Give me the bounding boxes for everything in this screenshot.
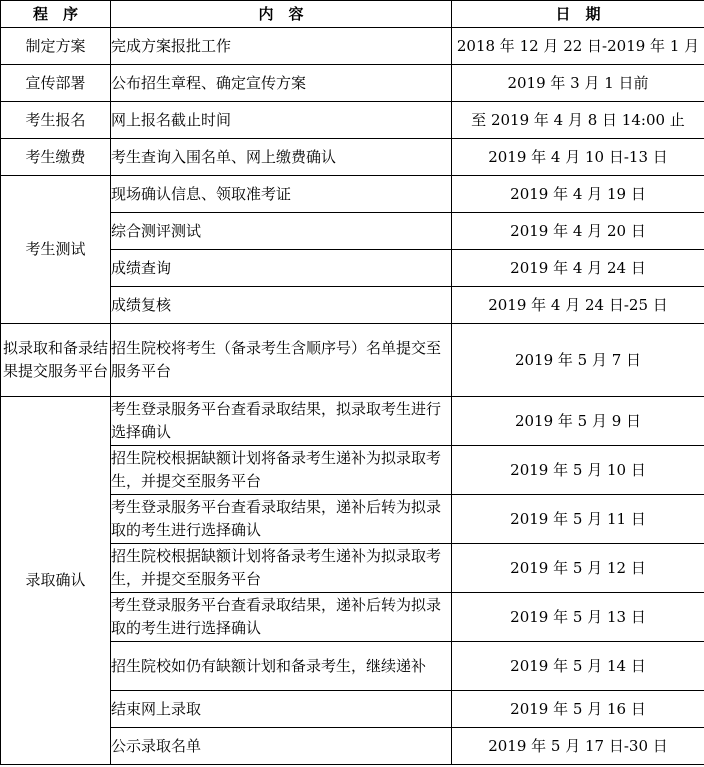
date-cell: 2019 年 5 月 14 日 xyxy=(452,642,704,691)
header-content: 内 容 xyxy=(111,1,452,28)
procedure-cell-submit: 拟录取和备录结果提交服务平台 xyxy=(1,324,111,397)
content-cell: 考生登录服务平台查看录取结果，递补后转为拟录取的考生进行选择确认 xyxy=(111,593,452,642)
header-date: 日 期 xyxy=(452,1,704,28)
content-cell: 考生登录服务平台查看录取结果，递补后转为拟录取的考生进行选择确认 xyxy=(111,495,452,544)
content-cell: 结束网上录取 xyxy=(111,691,452,728)
table-row xyxy=(1,102,704,139)
content-cell: 招生院校将考生（备录考生含顺序号）名单提交至服务平台 xyxy=(111,324,452,397)
content-cell: 网上报名截止时间 xyxy=(111,102,452,139)
date-cell: 2019 年 5 月 10 日 xyxy=(452,446,704,495)
date-cell: 2019 年 4 月 20 日 xyxy=(452,213,704,250)
content-cell: 现场确认信息、领取准考证 xyxy=(111,176,452,213)
procedure-cell: 考生报名 xyxy=(1,102,111,139)
date-cell: 2019 年 4 月 19 日 xyxy=(452,176,704,213)
content-cell: 成绩复核 xyxy=(111,287,452,324)
date-cell: 2019 年 3 月 1 日前 xyxy=(452,65,704,102)
procedure-cell: 制定方案 xyxy=(1,28,111,65)
content-cell: 考生登录服务平台查看录取结果，拟录取考生进行选择确认 xyxy=(111,397,452,446)
procedure-cell-confirm: 录取确认 xyxy=(1,397,111,765)
table-row xyxy=(1,65,704,102)
content-cell: 考生查询入围名单、网上缴费确认 xyxy=(111,139,452,176)
content-cell: 招生院校如仍有缺额计划和备录考生，继续递补 xyxy=(111,642,452,691)
date-cell: 2019 年 5 月 12 日 xyxy=(452,544,704,593)
content-cell: 招生院校根据缺额计划将备录考生递补为拟录取考生，并提交至服务平台 xyxy=(111,446,452,495)
table-row xyxy=(1,28,704,65)
content-cell: 公示录取名单 xyxy=(111,728,452,765)
content-cell: 综合测评测试 xyxy=(111,213,452,250)
date-cell: 2019 年 5 月 13 日 xyxy=(452,593,704,642)
date-cell: 至 2019 年 4 月 8 日 14:00 止 xyxy=(452,102,704,139)
procedure-cell: 考生缴费 xyxy=(1,139,111,176)
date-cell: 2019 年 4 月 24 日-25 日 xyxy=(452,287,704,324)
date-cell: 2019 年 5 月 17 日-30 日 xyxy=(452,728,704,765)
content-cell: 公布招生章程、确定宣传方案 xyxy=(111,65,452,102)
table-row xyxy=(1,139,704,176)
date-cell: 2019 年 5 月 9 日 xyxy=(452,397,704,446)
procedure-cell: 宣传部署 xyxy=(1,65,111,102)
date-cell: 2019 年 5 月 16 日 xyxy=(452,691,704,728)
table-row xyxy=(1,176,704,213)
header-procedure: 程 序 xyxy=(1,1,111,28)
content-cell: 完成方案报批工作 xyxy=(111,28,452,65)
procedure-cell-test: 考生测试 xyxy=(1,176,111,324)
table-row xyxy=(1,324,704,397)
table-row xyxy=(1,397,704,446)
content-cell: 成绩查询 xyxy=(111,250,452,287)
date-cell: 2019 年 4 月 10 日-13 日 xyxy=(452,139,704,176)
date-cell: 2019 年 4 月 24 日 xyxy=(452,250,704,287)
date-cell: 2019 年 5 月 11 日 xyxy=(452,495,704,544)
date-cell: 2018 年 12 月 22 日-2019 年 1 月 xyxy=(452,28,704,65)
header-row xyxy=(1,1,704,28)
content-cell: 招生院校根据缺额计划将备录考生递补为拟录取考生，并提交至服务平台 xyxy=(111,544,452,593)
date-cell: 2019 年 5 月 7 日 xyxy=(452,324,704,397)
